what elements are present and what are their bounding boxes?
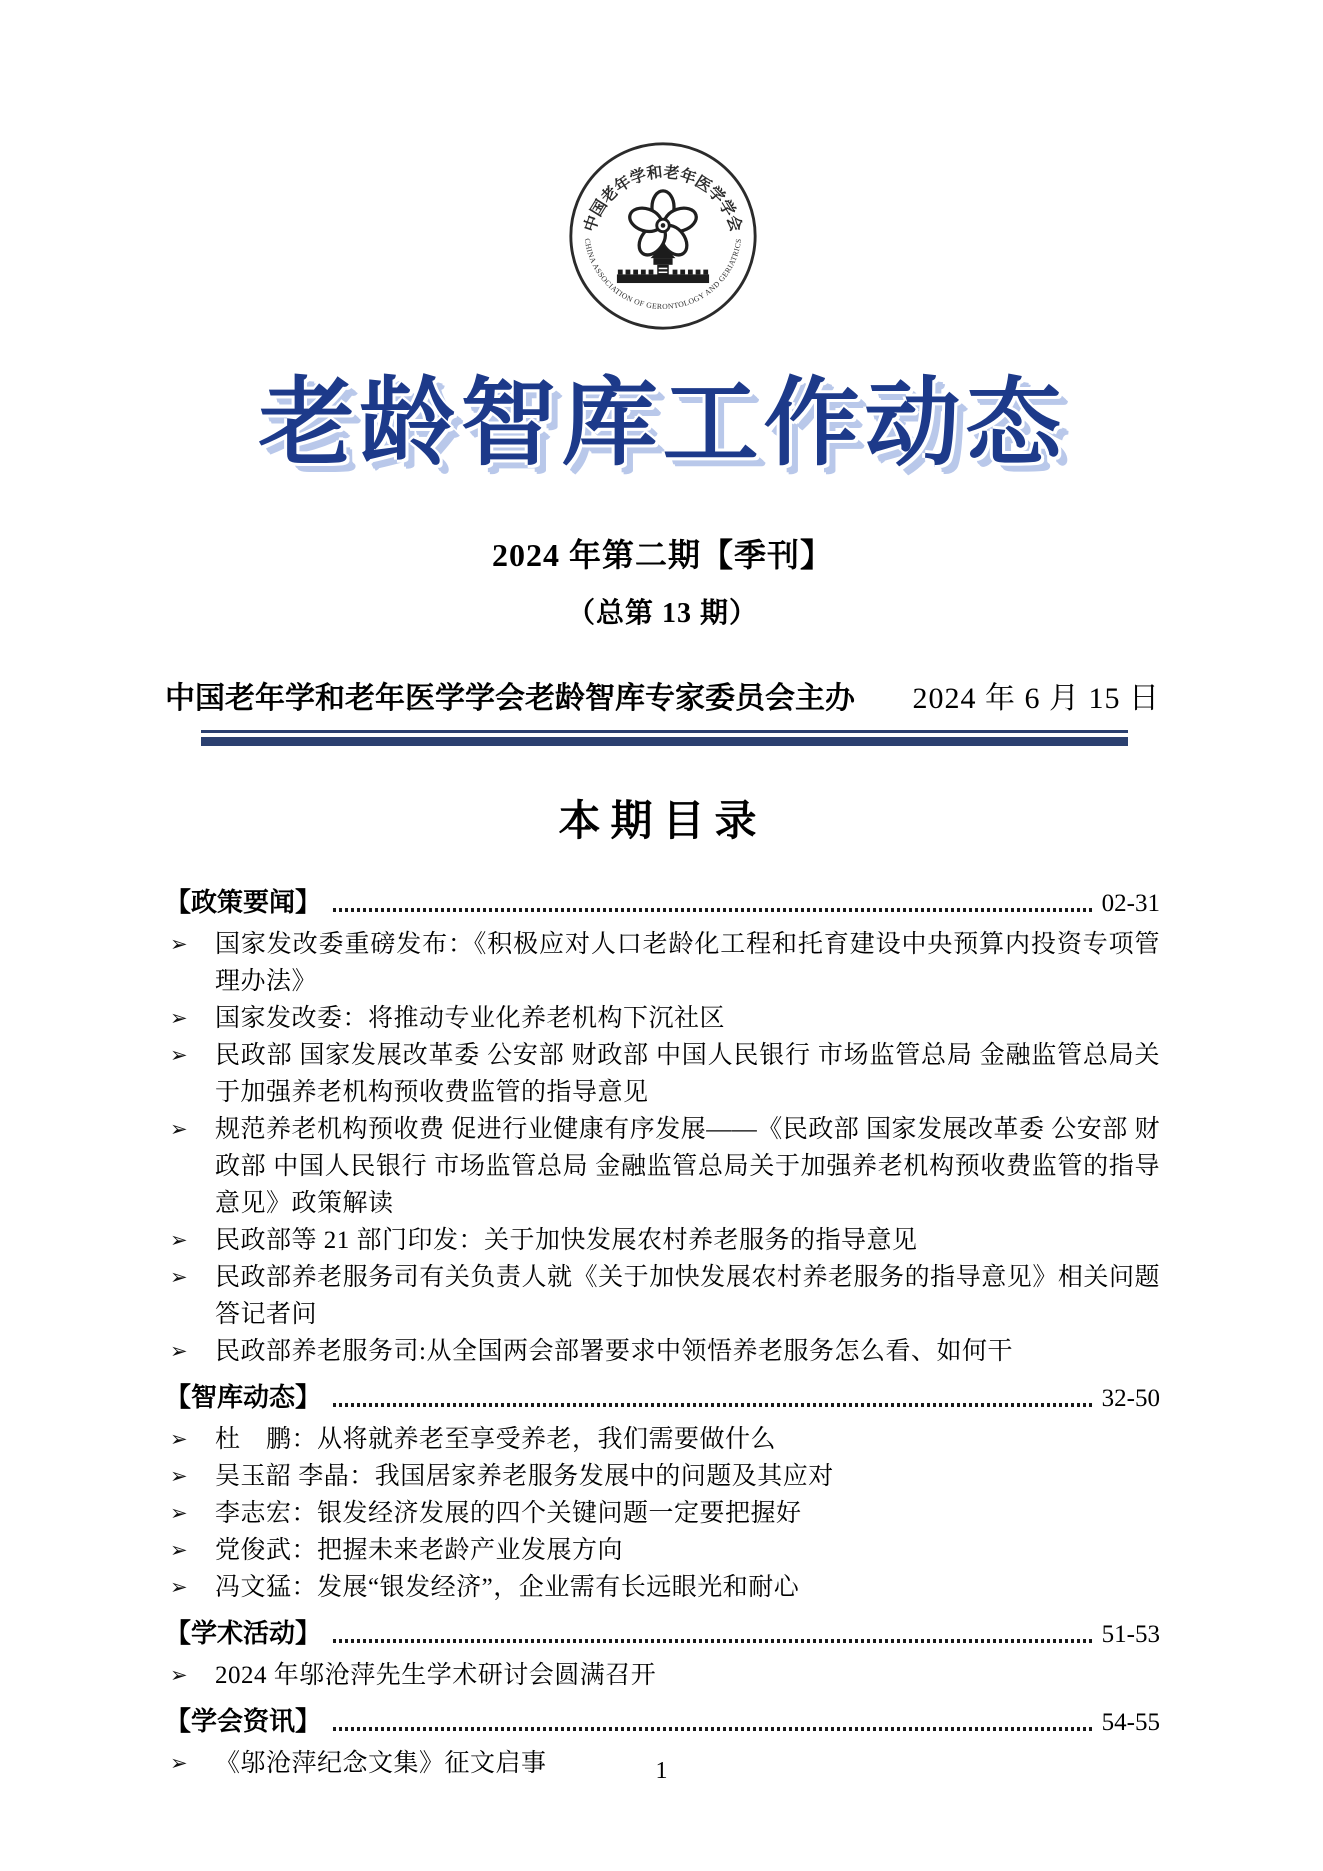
toc-item [165, 1259, 1160, 1333]
newsletter-title: 老龄智库工作动态 [258, 370, 1067, 477]
toc-section-label: 【学术活动】 [165, 1618, 322, 1649]
toc-section-pages: 32-50 [1101, 1385, 1160, 1413]
toc-item-text: 李志宏：银发经济发展的四个关键问题一定要把握好 [215, 1500, 802, 1528]
toc-item-text: 民政部养老服务司:从全国两会部署要求中领悟养老服务怎么看、如何干 [215, 1338, 1013, 1366]
toc-section-label: 【智库动态】 [165, 1382, 322, 1413]
toc-item [165, 1222, 1160, 1259]
arrow-bullet-icon: ➢ [170, 1339, 188, 1364]
publisher-row [165, 673, 1160, 717]
publisher-name: 中国老年学和老年医学学会老龄智库专家委员会主办 [165, 681, 855, 715]
toc-item [165, 1037, 1160, 1111]
arrow-bullet-icon: ➢ [170, 1043, 188, 1068]
issue-line: 2024 年第二期【季刊】 [491, 536, 833, 573]
toc-item [165, 1532, 1160, 1569]
seal-svg [567, 140, 759, 332]
arrow-bullet-icon: ➢ [170, 1117, 188, 1142]
toc-item [165, 1495, 1160, 1532]
toc-section [165, 882, 1160, 1370]
arrow-bullet-icon: ➢ [170, 1006, 188, 1031]
arrow-bullet-icon: ➢ [170, 1427, 188, 1452]
toc-section-pages: 02-31 [1101, 890, 1160, 918]
toc-item [165, 1657, 1160, 1694]
arrow-bullet-icon: ➢ [170, 1228, 188, 1253]
toc-item-text: 杜 鹏：从将就养老至享受养老，我们需要做什么 [215, 1426, 777, 1454]
toc-item [165, 1421, 1160, 1458]
toc-item-text: 国家发改委：将推动专业化养老机构下沉社区 [215, 1005, 726, 1033]
logo-arc-text-top: 中国老年学和老年医学学会 [581, 164, 744, 234]
toc-item-text: 民政部养老服务司有关负责人就《关于加快发展农村养老服务的指导意见》相关问题答记者问 [215, 1264, 1160, 1329]
toc-section-label: 【政策要闻】 [165, 887, 322, 918]
volume-line: （总第 13 期） [566, 597, 758, 629]
toc-item [165, 1111, 1160, 1222]
toc-item-text: 民政部 国家发展改革委 公安部 财政部 中国人民银行 市场监管总局 金融监管总局关于加强养老机构预收费监管的指导意见 [215, 1042, 1160, 1107]
toc-section-pages: 51-53 [1101, 1621, 1160, 1649]
arrow-bullet-icon: ➢ [170, 1538, 188, 1563]
toc-section [165, 1377, 1160, 1606]
divider-rule [201, 730, 1128, 746]
toc-dot-leader [333, 1403, 1092, 1407]
toc-section-heading [165, 1377, 1160, 1419]
arrow-bullet-icon: ➢ [170, 1265, 188, 1290]
toc-section-label: 【学会资讯】 [165, 1706, 322, 1737]
association-seal-logo [165, 140, 1160, 332]
divider-rule-thin [201, 730, 1128, 733]
toc-item [165, 1000, 1160, 1037]
divider-rule-thick [201, 737, 1128, 746]
toc-item-list [165, 926, 1160, 1370]
toc-item [165, 1458, 1160, 1495]
toc-dot-leader [333, 1639, 1092, 1643]
publish-date: 2024 年 6 月 15 日 [912, 681, 1160, 715]
toc-item [165, 926, 1160, 1000]
page-number: 1 [655, 1758, 668, 1784]
arrow-bullet-icon: ➢ [170, 1751, 188, 1776]
arrow-bullet-icon: ➢ [170, 1575, 188, 1600]
toc-section-heading [165, 882, 1160, 924]
toc-title: 本期目录 [558, 798, 767, 845]
toc-item [165, 1569, 1160, 1606]
arrow-bullet-icon: ➢ [170, 932, 188, 957]
toc-dot-leader [333, 1727, 1092, 1731]
toc-item [165, 1333, 1160, 1370]
toc-item-text: 党俊武：把握未来老龄产业发展方向 [215, 1537, 624, 1565]
arrow-bullet-icon: ➢ [170, 1464, 188, 1489]
toc-item-text: 民政部等 21 部门印发：关于加快发展农村养老服务的指导意见 [215, 1227, 918, 1255]
logo-arc-text-bottom: CHINA ASSOCIATION OF GERONTOLOGY AND GERIATRICS [582, 237, 743, 312]
toc-section [165, 1613, 1160, 1694]
toc-item-text: 国家发改委重磅发布：《积极应对人口老龄化工程和托育建设中央预算内投资专项管理办法》 [215, 931, 1160, 996]
toc-section-heading [165, 1701, 1160, 1743]
toc-item-text: 2024 年邬沧萍先生学术研讨会圆满召开 [215, 1662, 657, 1690]
arrow-bullet-icon: ➢ [170, 1663, 188, 1688]
toc-dot-leader [333, 908, 1092, 912]
toc-item-text: 吴玉韶 李晶：我国居家养老服务发展中的问题及其应对 [215, 1463, 834, 1491]
arrow-bullet-icon: ➢ [170, 1501, 188, 1526]
toc-item-text: 《邬沧萍纪念文集》征文启事 [215, 1750, 547, 1778]
toc-item-list [165, 1421, 1160, 1606]
toc-item-text: 冯文猛：发展“银发经济”，企业需有长远眼光和耐心 [215, 1574, 800, 1602]
toc-section-heading [165, 1613, 1160, 1655]
toc-item-text: 规范养老机构预收费 促进行业健康有序发展——《民政部 国家发展改革委 公安部 财政部 中国人民银行 市场监管总局 金融监管总局关于加强养老机构预收费监管的指导意见》政策解读 [215, 1116, 1161, 1218]
toc-item-list [165, 1657, 1160, 1694]
toc-section-pages: 54-55 [1101, 1709, 1160, 1737]
table-of-contents [165, 882, 1160, 1782]
